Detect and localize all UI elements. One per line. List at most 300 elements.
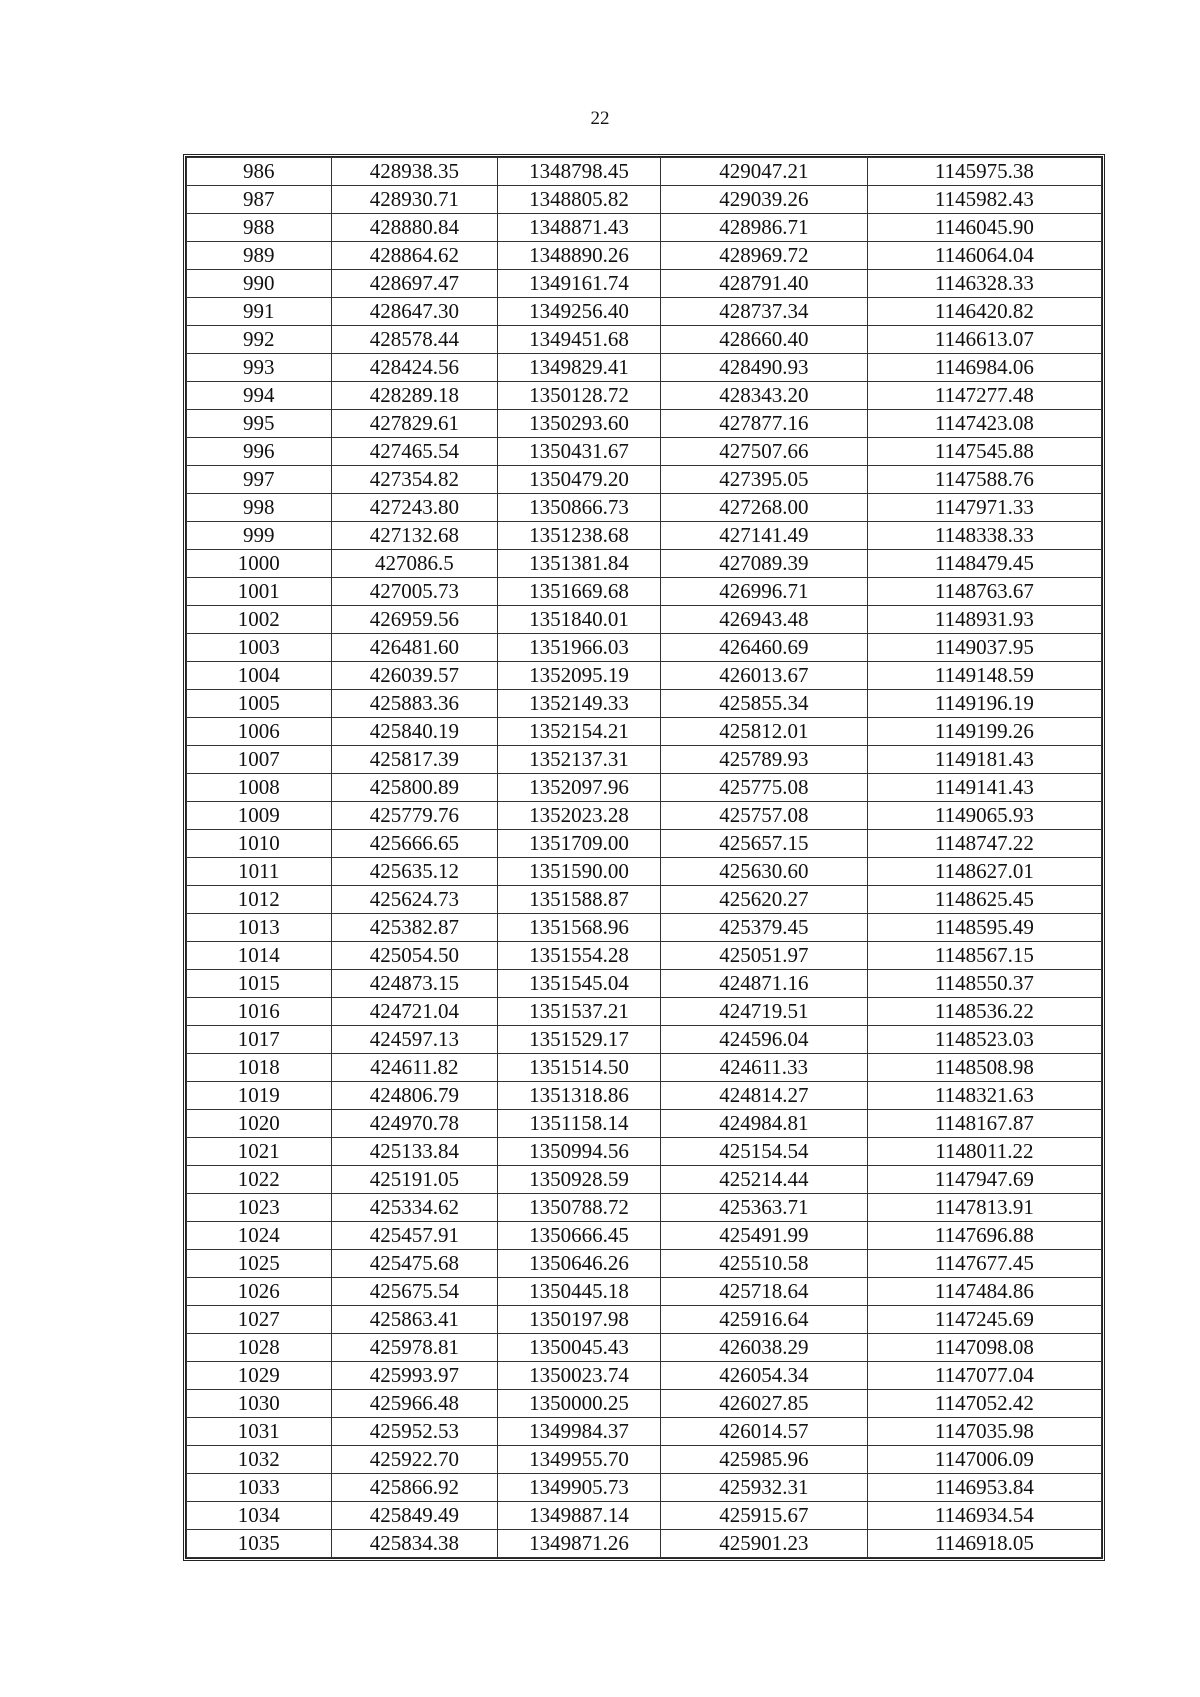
x1-cell: 425834.38 bbox=[331, 1530, 498, 1558]
x1-cell: 428424.56 bbox=[331, 354, 498, 382]
y2-cell: 1147006.09 bbox=[867, 1446, 1101, 1474]
y2-cell: 1149148.59 bbox=[867, 662, 1101, 690]
point-number-cell: 997 bbox=[187, 466, 332, 494]
y2-cell: 1147098.08 bbox=[867, 1334, 1101, 1362]
x2-cell: 425630.60 bbox=[660, 858, 867, 886]
table-row bbox=[187, 1054, 1102, 1082]
point-number-cell: 1006 bbox=[187, 718, 332, 746]
x1-cell: 425779.76 bbox=[331, 802, 498, 830]
y2-cell: 1146984.06 bbox=[867, 354, 1101, 382]
point-number-cell: 1024 bbox=[187, 1222, 332, 1250]
table-row bbox=[187, 970, 1102, 998]
y1-cell: 1350666.45 bbox=[498, 1222, 661, 1250]
point-number-cell: 1004 bbox=[187, 662, 332, 690]
x2-cell: 424611.33 bbox=[660, 1054, 867, 1082]
table-row bbox=[187, 690, 1102, 718]
x1-cell: 428697.47 bbox=[331, 270, 498, 298]
table-row bbox=[187, 1474, 1102, 1502]
y2-cell: 1149181.43 bbox=[867, 746, 1101, 774]
y2-cell: 1147245.69 bbox=[867, 1306, 1101, 1334]
y2-cell: 1147077.04 bbox=[867, 1362, 1101, 1390]
y1-cell: 1351537.21 bbox=[498, 998, 661, 1026]
y2-cell: 1148931.93 bbox=[867, 606, 1101, 634]
y1-cell: 1349871.26 bbox=[498, 1530, 661, 1558]
x1-cell: 424873.15 bbox=[331, 970, 498, 998]
point-number-cell: 1031 bbox=[187, 1418, 332, 1446]
point-number-cell: 995 bbox=[187, 410, 332, 438]
table-row bbox=[187, 1502, 1102, 1530]
y1-cell: 1349984.37 bbox=[498, 1418, 661, 1446]
y2-cell: 1148625.45 bbox=[867, 886, 1101, 914]
x2-cell: 425657.15 bbox=[660, 830, 867, 858]
y2-cell: 1147484.86 bbox=[867, 1278, 1101, 1306]
x2-cell: 425985.96 bbox=[660, 1446, 867, 1474]
x2-cell: 427268.00 bbox=[660, 494, 867, 522]
y2-cell: 1149141.43 bbox=[867, 774, 1101, 802]
x2-cell: 428737.34 bbox=[660, 298, 867, 326]
x2-cell: 428969.72 bbox=[660, 242, 867, 270]
table-row bbox=[187, 942, 1102, 970]
x2-cell: 428490.93 bbox=[660, 354, 867, 382]
y2-cell: 1148321.63 bbox=[867, 1082, 1101, 1110]
y2-cell: 1148479.45 bbox=[867, 550, 1101, 578]
x2-cell: 426943.48 bbox=[660, 606, 867, 634]
table-row bbox=[187, 186, 1102, 214]
x2-cell: 425757.08 bbox=[660, 802, 867, 830]
table-row bbox=[187, 914, 1102, 942]
x1-cell: 425382.87 bbox=[331, 914, 498, 942]
point-number-cell: 1008 bbox=[187, 774, 332, 802]
y1-cell: 1351568.96 bbox=[498, 914, 661, 942]
table-row bbox=[187, 1390, 1102, 1418]
y2-cell: 1147035.98 bbox=[867, 1418, 1101, 1446]
point-number-cell: 1027 bbox=[187, 1306, 332, 1334]
x1-cell: 425800.89 bbox=[331, 774, 498, 802]
x2-cell: 426996.71 bbox=[660, 578, 867, 606]
point-number-cell: 1020 bbox=[187, 1110, 332, 1138]
point-number-cell: 1028 bbox=[187, 1334, 332, 1362]
x2-cell: 425789.93 bbox=[660, 746, 867, 774]
y1-cell: 1351238.68 bbox=[498, 522, 661, 550]
table-row bbox=[187, 438, 1102, 466]
point-number-cell: 1023 bbox=[187, 1194, 332, 1222]
x1-cell: 427243.80 bbox=[331, 494, 498, 522]
y2-cell: 1146953.84 bbox=[867, 1474, 1101, 1502]
y1-cell: 1350479.20 bbox=[498, 466, 661, 494]
x1-cell: 425666.65 bbox=[331, 830, 498, 858]
y2-cell: 1147677.45 bbox=[867, 1250, 1101, 1278]
y1-cell: 1351529.17 bbox=[498, 1026, 661, 1054]
point-number-cell: 1018 bbox=[187, 1054, 332, 1082]
y2-cell: 1148567.15 bbox=[867, 942, 1101, 970]
table-row bbox=[187, 1362, 1102, 1390]
table-row bbox=[187, 550, 1102, 578]
x2-cell: 429039.26 bbox=[660, 186, 867, 214]
x2-cell: 424719.51 bbox=[660, 998, 867, 1026]
table-row bbox=[187, 1138, 1102, 1166]
x1-cell: 427465.54 bbox=[331, 438, 498, 466]
y1-cell: 1350000.25 bbox=[498, 1390, 661, 1418]
y1-cell: 1352137.31 bbox=[498, 746, 661, 774]
y1-cell: 1349451.68 bbox=[498, 326, 661, 354]
x2-cell: 425901.23 bbox=[660, 1530, 867, 1558]
x1-cell: 425978.81 bbox=[331, 1334, 498, 1362]
x2-cell: 428791.40 bbox=[660, 270, 867, 298]
x2-cell: 428343.20 bbox=[660, 382, 867, 410]
y2-cell: 1148747.22 bbox=[867, 830, 1101, 858]
x1-cell: 425457.91 bbox=[331, 1222, 498, 1250]
y1-cell: 1350197.98 bbox=[498, 1306, 661, 1334]
y1-cell: 1351545.04 bbox=[498, 970, 661, 998]
x1-cell: 428864.62 bbox=[331, 242, 498, 270]
y1-cell: 1348871.43 bbox=[498, 214, 661, 242]
table-row bbox=[187, 1082, 1102, 1110]
table-row bbox=[187, 1194, 1102, 1222]
y1-cell: 1351158.14 bbox=[498, 1110, 661, 1138]
x1-cell: 425475.68 bbox=[331, 1250, 498, 1278]
x2-cell: 425915.67 bbox=[660, 1502, 867, 1530]
point-number-cell: 994 bbox=[187, 382, 332, 410]
x2-cell: 425051.97 bbox=[660, 942, 867, 970]
point-number-cell: 1014 bbox=[187, 942, 332, 970]
y2-cell: 1147947.69 bbox=[867, 1166, 1101, 1194]
y2-cell: 1148763.67 bbox=[867, 578, 1101, 606]
y1-cell: 1351840.01 bbox=[498, 606, 661, 634]
y2-cell: 1148595.49 bbox=[867, 914, 1101, 942]
x1-cell: 428880.84 bbox=[331, 214, 498, 242]
x2-cell: 425214.44 bbox=[660, 1166, 867, 1194]
y1-cell: 1350866.73 bbox=[498, 494, 661, 522]
table-row bbox=[187, 1278, 1102, 1306]
x1-cell: 424721.04 bbox=[331, 998, 498, 1026]
y2-cell: 1149196.19 bbox=[867, 690, 1101, 718]
y2-cell: 1147545.88 bbox=[867, 438, 1101, 466]
x2-cell: 425363.71 bbox=[660, 1194, 867, 1222]
y1-cell: 1350293.60 bbox=[498, 410, 661, 438]
table-row bbox=[187, 802, 1102, 830]
point-number-cell: 1015 bbox=[187, 970, 332, 998]
y2-cell: 1147813.91 bbox=[867, 1194, 1101, 1222]
point-number-cell: 993 bbox=[187, 354, 332, 382]
y1-cell: 1350045.43 bbox=[498, 1334, 661, 1362]
table-row bbox=[187, 1418, 1102, 1446]
table-row bbox=[187, 214, 1102, 242]
y2-cell: 1147588.76 bbox=[867, 466, 1101, 494]
x1-cell: 427132.68 bbox=[331, 522, 498, 550]
x1-cell: 428578.44 bbox=[331, 326, 498, 354]
point-number-cell: 991 bbox=[187, 298, 332, 326]
x2-cell: 425916.64 bbox=[660, 1306, 867, 1334]
x1-cell: 426481.60 bbox=[331, 634, 498, 662]
y1-cell: 1350928.59 bbox=[498, 1166, 661, 1194]
x1-cell: 428930.71 bbox=[331, 186, 498, 214]
y2-cell: 1148536.22 bbox=[867, 998, 1101, 1026]
x2-cell: 425620.27 bbox=[660, 886, 867, 914]
point-number-cell: 1016 bbox=[187, 998, 332, 1026]
x1-cell: 425334.62 bbox=[331, 1194, 498, 1222]
x2-cell: 429047.21 bbox=[660, 158, 867, 186]
y2-cell: 1148338.33 bbox=[867, 522, 1101, 550]
y2-cell: 1148167.87 bbox=[867, 1110, 1101, 1138]
y1-cell: 1351514.50 bbox=[498, 1054, 661, 1082]
y2-cell: 1146420.82 bbox=[867, 298, 1101, 326]
x1-cell: 427086.5 bbox=[331, 550, 498, 578]
y2-cell: 1146934.54 bbox=[867, 1502, 1101, 1530]
point-number-cell: 1010 bbox=[187, 830, 332, 858]
coordinate-table bbox=[186, 157, 1102, 1558]
y1-cell: 1350445.18 bbox=[498, 1278, 661, 1306]
x2-cell: 427395.05 bbox=[660, 466, 867, 494]
point-number-cell: 1007 bbox=[187, 746, 332, 774]
y2-cell: 1149037.95 bbox=[867, 634, 1101, 662]
coordinate-table-body bbox=[187, 158, 1102, 1558]
x2-cell: 425932.31 bbox=[660, 1474, 867, 1502]
y2-cell: 1149199.26 bbox=[867, 718, 1101, 746]
y1-cell: 1349887.14 bbox=[498, 1502, 661, 1530]
table-row bbox=[187, 718, 1102, 746]
point-number-cell: 1001 bbox=[187, 578, 332, 606]
x1-cell: 427005.73 bbox=[331, 578, 498, 606]
point-number-cell: 1021 bbox=[187, 1138, 332, 1166]
table-row bbox=[187, 410, 1102, 438]
table-row bbox=[187, 578, 1102, 606]
x1-cell: 425952.53 bbox=[331, 1418, 498, 1446]
table-row bbox=[187, 886, 1102, 914]
table-row bbox=[187, 858, 1102, 886]
x2-cell: 426013.67 bbox=[660, 662, 867, 690]
x2-cell: 425855.34 bbox=[660, 690, 867, 718]
y2-cell: 1147423.08 bbox=[867, 410, 1101, 438]
point-number-cell: 1033 bbox=[187, 1474, 332, 1502]
x1-cell: 425922.70 bbox=[331, 1446, 498, 1474]
x2-cell: 425510.58 bbox=[660, 1250, 867, 1278]
page-number: 22 bbox=[590, 108, 610, 129]
x2-cell: 426027.85 bbox=[660, 1390, 867, 1418]
table-row bbox=[187, 1306, 1102, 1334]
x1-cell: 424970.78 bbox=[331, 1110, 498, 1138]
x2-cell: 426460.69 bbox=[660, 634, 867, 662]
y2-cell: 1145975.38 bbox=[867, 158, 1101, 186]
x1-cell: 424806.79 bbox=[331, 1082, 498, 1110]
y1-cell: 1348798.45 bbox=[498, 158, 661, 186]
x1-cell: 428289.18 bbox=[331, 382, 498, 410]
point-number-cell: 990 bbox=[187, 270, 332, 298]
y1-cell: 1351669.68 bbox=[498, 578, 661, 606]
point-number-cell: 1029 bbox=[187, 1362, 332, 1390]
y1-cell: 1350788.72 bbox=[498, 1194, 661, 1222]
point-number-cell: 1034 bbox=[187, 1502, 332, 1530]
table-row bbox=[187, 606, 1102, 634]
x2-cell: 427141.49 bbox=[660, 522, 867, 550]
y1-cell: 1348805.82 bbox=[498, 186, 661, 214]
x1-cell: 427354.82 bbox=[331, 466, 498, 494]
x2-cell: 425154.54 bbox=[660, 1138, 867, 1166]
y1-cell: 1349905.73 bbox=[498, 1474, 661, 1502]
x2-cell: 425812.01 bbox=[660, 718, 867, 746]
x2-cell: 424596.04 bbox=[660, 1026, 867, 1054]
x1-cell: 425866.92 bbox=[331, 1474, 498, 1502]
y2-cell: 1148523.03 bbox=[867, 1026, 1101, 1054]
point-number-cell: 986 bbox=[187, 158, 332, 186]
x1-cell: 424597.13 bbox=[331, 1026, 498, 1054]
table-row bbox=[187, 1530, 1102, 1558]
point-number-cell: 1000 bbox=[187, 550, 332, 578]
y1-cell: 1352149.33 bbox=[498, 690, 661, 718]
x1-cell: 428647.30 bbox=[331, 298, 498, 326]
point-number-cell: 999 bbox=[187, 522, 332, 550]
point-number-cell: 1002 bbox=[187, 606, 332, 634]
y2-cell: 1147696.88 bbox=[867, 1222, 1101, 1250]
table-row bbox=[187, 1110, 1102, 1138]
y1-cell: 1352095.19 bbox=[498, 662, 661, 690]
y2-cell: 1146045.90 bbox=[867, 214, 1101, 242]
y1-cell: 1351588.87 bbox=[498, 886, 661, 914]
x2-cell: 424814.27 bbox=[660, 1082, 867, 1110]
y1-cell: 1348890.26 bbox=[498, 242, 661, 270]
point-number-cell: 998 bbox=[187, 494, 332, 522]
table-row bbox=[187, 634, 1102, 662]
point-number-cell: 1025 bbox=[187, 1250, 332, 1278]
y1-cell: 1351381.84 bbox=[498, 550, 661, 578]
x1-cell: 428938.35 bbox=[331, 158, 498, 186]
y1-cell: 1350994.56 bbox=[498, 1138, 661, 1166]
x2-cell: 425379.45 bbox=[660, 914, 867, 942]
y1-cell: 1351554.28 bbox=[498, 942, 661, 970]
table-row bbox=[187, 1166, 1102, 1194]
table-row bbox=[187, 494, 1102, 522]
table-row bbox=[187, 242, 1102, 270]
table-row bbox=[187, 1026, 1102, 1054]
table-row bbox=[187, 1250, 1102, 1278]
point-number-cell: 1026 bbox=[187, 1278, 332, 1306]
y2-cell: 1148508.98 bbox=[867, 1054, 1101, 1082]
x1-cell: 425966.48 bbox=[331, 1390, 498, 1418]
y2-cell: 1148011.22 bbox=[867, 1138, 1101, 1166]
y2-cell: 1147052.42 bbox=[867, 1390, 1101, 1418]
table-row bbox=[187, 522, 1102, 550]
point-number-cell: 1009 bbox=[187, 802, 332, 830]
x1-cell: 425675.54 bbox=[331, 1278, 498, 1306]
table-row bbox=[187, 270, 1102, 298]
x1-cell: 425133.84 bbox=[331, 1138, 498, 1166]
y1-cell: 1349829.41 bbox=[498, 354, 661, 382]
table-row bbox=[187, 466, 1102, 494]
y2-cell: 1147971.33 bbox=[867, 494, 1101, 522]
y2-cell: 1146328.33 bbox=[867, 270, 1101, 298]
point-number-cell: 1017 bbox=[187, 1026, 332, 1054]
x1-cell: 426039.57 bbox=[331, 662, 498, 690]
y2-cell: 1149065.93 bbox=[867, 802, 1101, 830]
y2-cell: 1146918.05 bbox=[867, 1530, 1101, 1558]
x1-cell: 425191.05 bbox=[331, 1166, 498, 1194]
point-number-cell: 1012 bbox=[187, 886, 332, 914]
y2-cell: 1148627.01 bbox=[867, 858, 1101, 886]
point-number-cell: 992 bbox=[187, 326, 332, 354]
x2-cell: 425775.08 bbox=[660, 774, 867, 802]
table-row bbox=[187, 662, 1102, 690]
y1-cell: 1349955.70 bbox=[498, 1446, 661, 1474]
x2-cell: 427877.16 bbox=[660, 410, 867, 438]
x2-cell: 426038.29 bbox=[660, 1334, 867, 1362]
x1-cell: 425993.97 bbox=[331, 1362, 498, 1390]
x2-cell: 424871.16 bbox=[660, 970, 867, 998]
point-number-cell: 1011 bbox=[187, 858, 332, 886]
x2-cell: 425718.64 bbox=[660, 1278, 867, 1306]
x2-cell: 424984.81 bbox=[660, 1110, 867, 1138]
y1-cell: 1351709.00 bbox=[498, 830, 661, 858]
x2-cell: 428660.40 bbox=[660, 326, 867, 354]
y1-cell: 1350431.67 bbox=[498, 438, 661, 466]
y2-cell: 1147277.48 bbox=[867, 382, 1101, 410]
table-row bbox=[187, 998, 1102, 1026]
point-number-cell: 1005 bbox=[187, 690, 332, 718]
table-row bbox=[187, 774, 1102, 802]
x2-cell: 427089.39 bbox=[660, 550, 867, 578]
table-row bbox=[187, 298, 1102, 326]
y1-cell: 1352023.28 bbox=[498, 802, 661, 830]
point-number-cell: 1013 bbox=[187, 914, 332, 942]
x1-cell: 425840.19 bbox=[331, 718, 498, 746]
x1-cell: 425883.36 bbox=[331, 690, 498, 718]
x1-cell: 425849.49 bbox=[331, 1502, 498, 1530]
y1-cell: 1351318.86 bbox=[498, 1082, 661, 1110]
x2-cell: 428986.71 bbox=[660, 214, 867, 242]
y1-cell: 1351590.00 bbox=[498, 858, 661, 886]
x1-cell: 425863.41 bbox=[331, 1306, 498, 1334]
x1-cell: 427829.61 bbox=[331, 410, 498, 438]
point-number-cell: 1030 bbox=[187, 1390, 332, 1418]
table-row bbox=[187, 830, 1102, 858]
x2-cell: 426014.57 bbox=[660, 1418, 867, 1446]
x1-cell: 425635.12 bbox=[331, 858, 498, 886]
table-row bbox=[187, 158, 1102, 186]
x2-cell: 425491.99 bbox=[660, 1222, 867, 1250]
point-number-cell: 987 bbox=[187, 186, 332, 214]
x1-cell: 425054.50 bbox=[331, 942, 498, 970]
x1-cell: 425624.73 bbox=[331, 886, 498, 914]
y1-cell: 1349256.40 bbox=[498, 298, 661, 326]
table-row bbox=[187, 746, 1102, 774]
point-number-cell: 1003 bbox=[187, 634, 332, 662]
point-number-cell: 1032 bbox=[187, 1446, 332, 1474]
y1-cell: 1352097.96 bbox=[498, 774, 661, 802]
y1-cell: 1350646.26 bbox=[498, 1250, 661, 1278]
y2-cell: 1145982.43 bbox=[867, 186, 1101, 214]
table-row bbox=[187, 1334, 1102, 1362]
x2-cell: 426054.34 bbox=[660, 1362, 867, 1390]
point-number-cell: 1019 bbox=[187, 1082, 332, 1110]
table-row bbox=[187, 1446, 1102, 1474]
table-row bbox=[187, 1222, 1102, 1250]
x1-cell: 425817.39 bbox=[331, 746, 498, 774]
y2-cell: 1146064.04 bbox=[867, 242, 1101, 270]
y2-cell: 1146613.07 bbox=[867, 326, 1101, 354]
x1-cell: 424611.82 bbox=[331, 1054, 498, 1082]
y1-cell: 1350128.72 bbox=[498, 382, 661, 410]
point-number-cell: 1035 bbox=[187, 1530, 332, 1558]
y1-cell: 1352154.21 bbox=[498, 718, 661, 746]
table-row bbox=[187, 382, 1102, 410]
point-number-cell: 1022 bbox=[187, 1166, 332, 1194]
y1-cell: 1349161.74 bbox=[498, 270, 661, 298]
table-row bbox=[187, 354, 1102, 382]
coordinate-table-frame bbox=[183, 154, 1105, 1561]
y1-cell: 1350023.74 bbox=[498, 1362, 661, 1390]
y2-cell: 1148550.37 bbox=[867, 970, 1101, 998]
table-row bbox=[187, 326, 1102, 354]
y1-cell: 1351966.03 bbox=[498, 634, 661, 662]
point-number-cell: 988 bbox=[187, 214, 332, 242]
